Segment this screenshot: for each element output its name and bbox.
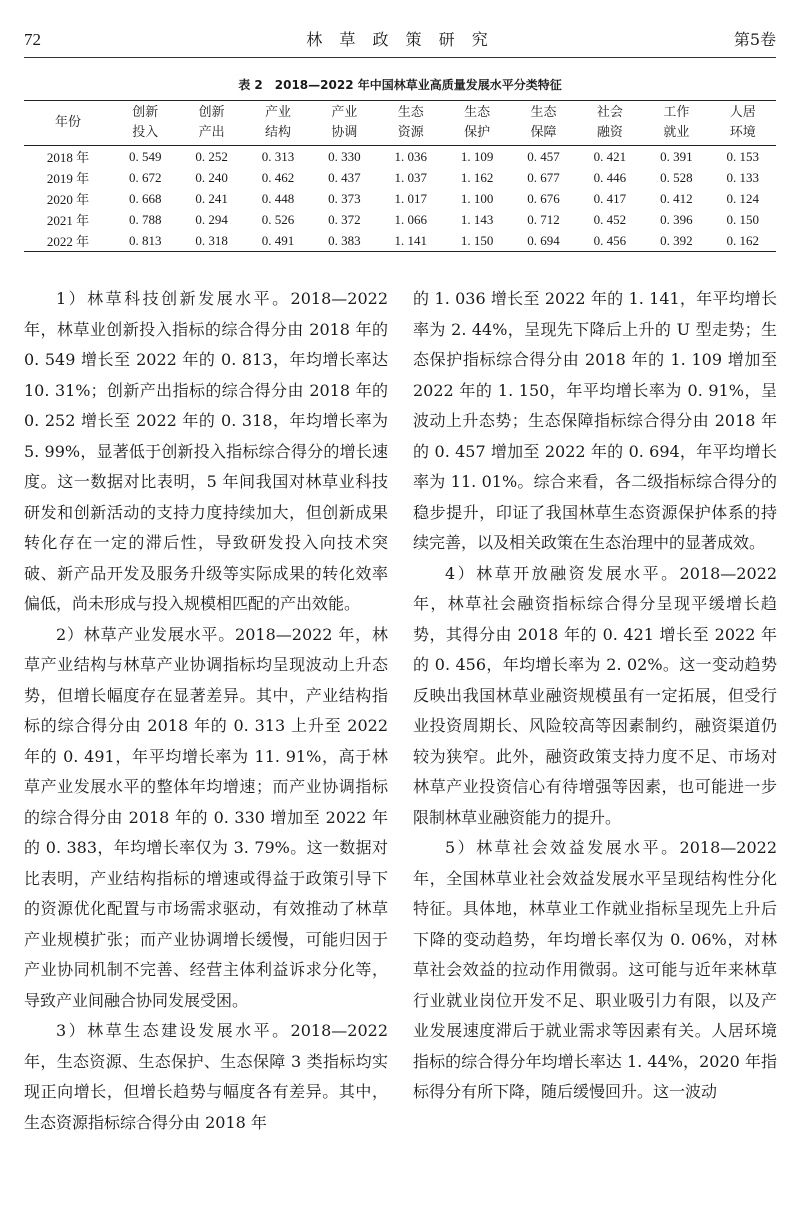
table-cell-value: 0. 133 xyxy=(726,169,759,185)
table-cell-value: 0. 491 xyxy=(245,230,311,252)
table-title: 表 2 2018—2022 年中国林草业高质量发展水平分类特征 xyxy=(238,78,562,92)
text-column-right xyxy=(413,284,777,1108)
table-cell-value: 0. 241 xyxy=(195,190,228,206)
table-cell-value: 0. 396 xyxy=(660,211,693,227)
table-cell-value: 0. 313 xyxy=(261,148,295,164)
table-cell-value: 0. 124 xyxy=(726,190,759,206)
table-cell-value: 1. 150 xyxy=(444,230,510,252)
table-cell-value: 0. 417 xyxy=(593,190,627,206)
table-cell-value: 1. 037 xyxy=(394,169,427,185)
table-cell-value: 0. 330 xyxy=(328,148,361,164)
table-cell-value: 0. 462 xyxy=(261,169,295,185)
table-cell-value: 0. 392 xyxy=(643,230,709,252)
page-number: 72 xyxy=(24,30,41,49)
column-header: 创新 产出 xyxy=(178,101,244,146)
table-cell-value: 0. 712 xyxy=(527,211,560,227)
page-header xyxy=(24,28,776,52)
body-paragraph: 的 1. 036 增长至 2022 年的 1. 141，年平均增长率为 2. 44%，呈现先下降后上升的 U 型走势；生态保护指标综合得分由 2018 年的 1. 109 增加至 2022 年的 1. 150，年平均增长率为 0. 91%，呈波动上升态势；生态保障指标综合得分由 2018 年的 0. 457 增加至 2022 年的 0. 694，年平均增长率为 11. 01%。综合来看，各二级指标综合得分的稳步提升，印证了我国林草生态资源保护体系的持续完善，以及相关政策在生态治理中的显著成效。 xyxy=(413,289,777,552)
table-cell-value: 0. 412 xyxy=(660,190,693,206)
table-cell-value: 0. 150 xyxy=(726,211,759,227)
table-cell-value: 0. 162 xyxy=(710,230,776,252)
table-cell-value: 1. 143 xyxy=(460,211,494,227)
column-header-year: 年份 xyxy=(24,101,112,146)
column-header: 人居 环境 xyxy=(710,101,776,146)
column-header: 创新 投入 xyxy=(112,101,178,146)
table-cell-value: 0. 549 xyxy=(128,148,162,164)
table-cell-value: 1. 162 xyxy=(460,169,494,185)
table-cell-value: 0. 694 xyxy=(510,230,576,252)
table-cell-value: 0. 153 xyxy=(726,148,759,164)
table-cell-value: 0. 452 xyxy=(593,211,627,227)
table-cell-year: 2018 年 xyxy=(46,150,90,165)
table-body xyxy=(24,146,776,252)
body-paragraph: 1）林草科技创新发展水平。2018—2022 年，林草业创新投入指标的综合得分由 2018 年的 0. 549 增长至 2022 年的 0. 813，年均增长率达 10. 31%；创新产出指标的综合得分由 2018 年的 0. 252 增长至 2022 年的 0. 318，年均增长率为 5. 99%，显著低于创新投入指标综合得分的增长速度。这一数据对比表明，5 年间我国对林草业科技研发和创新活动的支持力度持续加大，但创新成果转化存在一定的滞后性，导致研发投入向技术突破、新产品开发及服务升级等实际成果的转化效率偏低，尚未形成与投入规模相匹配的产出效能。 xyxy=(24,289,388,613)
body-paragraph: 3）林草生态建设发展水平。2018—2022 年，生态资源、生态保护、生态保障 3 类指标均实现正向增长，但增长趋势与幅度各有差异。其中，生态资源指标综合得分由 2018 年 xyxy=(24,1021,388,1132)
table-cell-year: 2019 年 xyxy=(46,171,90,186)
table-cell-value: 0. 318 xyxy=(178,230,244,252)
column-header: 产业 结构 xyxy=(245,101,311,146)
column-header: 生态 资源 xyxy=(378,101,444,146)
table-cell-value: 0. 446 xyxy=(593,169,627,185)
table-cell-value: 0. 677 xyxy=(527,169,560,185)
table-cell-value: 0. 457 xyxy=(527,148,560,164)
table-row xyxy=(24,146,776,168)
table-cell-value: 0. 668 xyxy=(128,190,162,206)
table-cell-value: 1. 109 xyxy=(460,148,494,164)
table-cell-value: 0. 788 xyxy=(128,211,162,227)
table-cell-value: 1. 141 xyxy=(378,230,444,252)
table-cell-year: 2021 年 xyxy=(46,213,90,228)
table-row xyxy=(24,209,776,230)
body-paragraph: 2）林草产业发展水平。2018—2022 年，林草产业结构与林草产业协调指标均呈现波动上升态势，但增长幅度存在显著差异。其中，产业结构指标的综合得分由 2018 年的 0. 313 上升至 2022 年的 0. 491，年平均增长率为 11. 91%，高于林草产业发展水平的整体年均增速；而产业协调指标的综合得分由 2018 年的 0. 330 增加至 2022 年的 0. 383，年均增长率仅为 3. 79%。这一数据对比表明，产业结构指标的增速或得益于政策引导下的资源优化配置与市场需求驱动，有效推动了林草产业规模扩张；而产业协调增长缓慢，可能归因于产业协同机制不完善、经营主体利益诉求分化等，导致产业间融合协同发展受困。 xyxy=(24,624,388,1010)
table-cell-value: 1. 036 xyxy=(394,148,427,164)
table-cell-value: 0. 676 xyxy=(527,190,560,206)
table-cell-value: 0. 240 xyxy=(195,169,228,185)
table-cell-value: 1. 100 xyxy=(460,190,494,206)
table-cell-value: 0. 526 xyxy=(261,211,295,227)
table-cell-value: 0. 373 xyxy=(328,190,361,206)
table-row xyxy=(24,167,776,188)
table-cell-value: 0. 421 xyxy=(593,148,627,164)
table-row xyxy=(24,230,776,252)
table-cell-value: 0. 437 xyxy=(328,169,361,185)
table-cell-year: 2022 年 xyxy=(24,230,112,252)
body-paragraph: 5）林草社会效益发展水平。2018—2022 年，全国林草业社会效益发展水平呈现结构性分化特征。具体地，林草业工作就业指标呈现先上升后下降的变动趋势，年均增长率仅为 0. 06%，对林草社会效益的拉动作用微弱。这可能与近年来林草行业就业岗位开发不足、职业吸引力有限，以及产业发展速度滞后于就业需求等因素有关。人居环境指标的综合得分年均增长率达 1. 44%，2020 年指标得分有所下降，随后缓慢回升。这一波动 xyxy=(413,838,777,1101)
column-header: 生态 保护 xyxy=(444,101,510,146)
table-cell-year: 2020 年 xyxy=(46,192,90,207)
table-cell-value: 0. 383 xyxy=(311,230,377,252)
table-cell-value: 0. 448 xyxy=(261,190,295,206)
table-cell-value: 0. 672 xyxy=(128,169,162,185)
column-header: 生态 保障 xyxy=(510,101,576,146)
table-cell-value: 1. 017 xyxy=(394,190,427,206)
table-cell-value: 0. 813 xyxy=(112,230,178,252)
volume-label: 第5卷 xyxy=(733,30,776,49)
data-table xyxy=(24,100,776,252)
column-header: 产业 协调 xyxy=(311,101,377,146)
table-cell-value: 0. 391 xyxy=(660,148,693,164)
journal-title: 林 草 政 策 研 究 xyxy=(306,30,494,49)
table-cell-value: 1. 066 xyxy=(394,211,427,227)
table-header-row xyxy=(24,101,776,146)
body-paragraph: 4）林草开放融资发展水平。2018—2022 年，林草社会融资指标综合得分呈现平缓增长趋势，其得分由 2018 年的 0. 421 增长至 2022 年的 0. 456，年均增长率为 2. 02%。这一变动趋势反映出我国林草业融资规模虽有一定拓展，但受行业投资周期长、风险较高等因素制约，融资渠道仍较为狭窄。此外，融资政策支持力度不足、市场对林草产业投资信心有待增强等因素，也可能进一步限制林草业融资能力的提升。 xyxy=(413,563,777,827)
table-cell-value: 0. 528 xyxy=(660,169,693,185)
table-cell-value: 0. 294 xyxy=(195,211,228,227)
table-cell-value: 0. 372 xyxy=(328,211,361,227)
text-column-left xyxy=(24,284,388,1138)
table-cell-value: 0. 252 xyxy=(195,148,228,164)
table-cell-value: 0. 456 xyxy=(577,230,643,252)
column-header: 社会 融资 xyxy=(577,101,643,146)
column-header: 工作 就业 xyxy=(643,101,709,146)
header-rule xyxy=(24,57,776,58)
table-row xyxy=(24,188,776,209)
